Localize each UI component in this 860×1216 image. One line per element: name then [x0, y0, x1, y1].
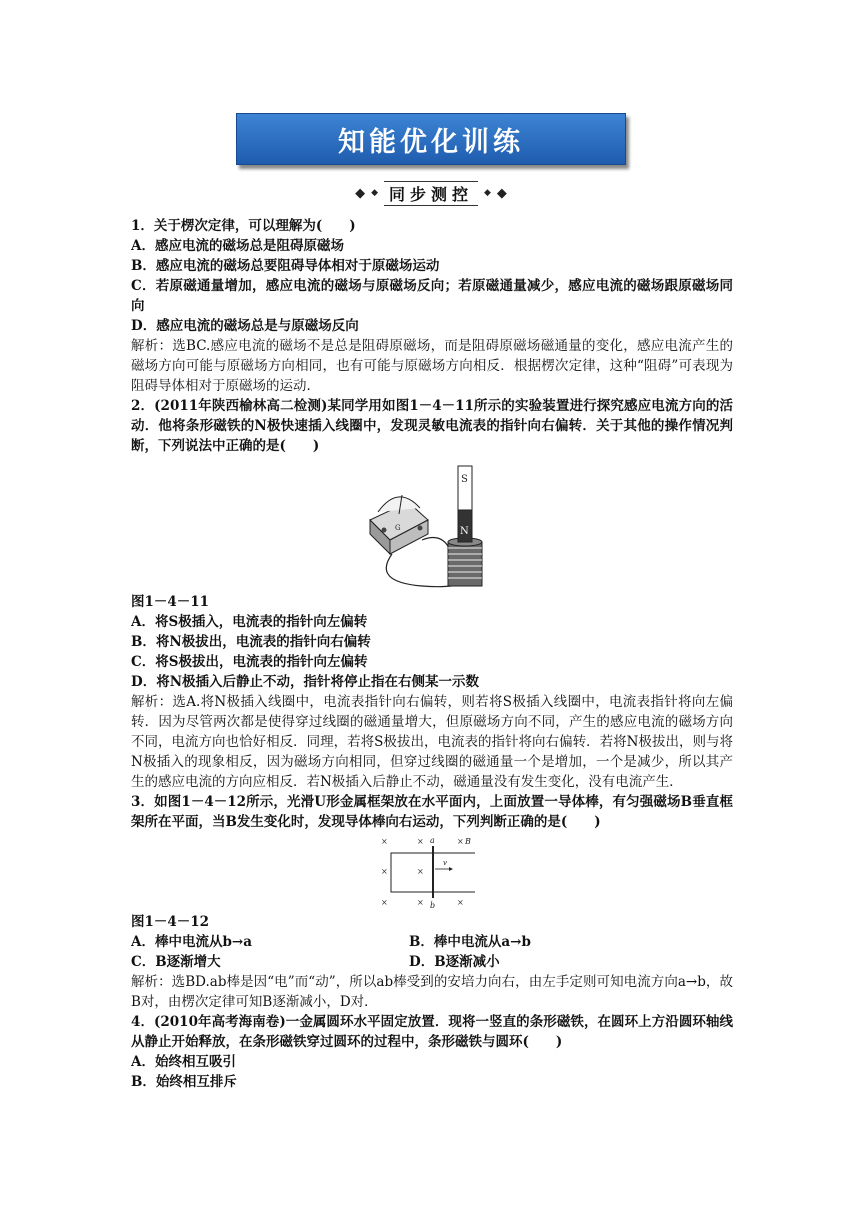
q4-option-b: B．始终相互排斥 — [131, 1074, 237, 1090]
q3-option-a: A．棒中电流从b→a — [131, 934, 252, 950]
q1-option-b: B．感应电流的磁场总要阻碍导体相对于原磁场运动 — [131, 258, 440, 274]
question-4-stem: 4．(2010年高考海南卷)一金属圆环水平固定放置．现将一竖直的条形磁铁，在圆环上方沿圆环轴线从静止开始释放，在条形磁铁穿过圆环的过程中，条形磁铁与圆环( ) — [131, 1014, 733, 1050]
q2-option-d: D．将N极插入后静止不动，指针将停止指在右侧某一示数 — [131, 674, 480, 690]
q3-analysis: 解析：选BD.ab棒是因“电”而“动”，所以ab棒受到的安培力向右，由左手定则可知电流方向a→b，故B对，由楞次定律可知B逐渐减小，D对． — [131, 974, 733, 1010]
cross-mark: × — [417, 837, 424, 846]
q2-option-b: B．将N极拔出，电流表的指针向右偏转 — [131, 634, 371, 650]
question-3-stem: 3．如图1－4－12所示，光滑U形金属框架放在水平面内，上面放置一导体棒，有匀强磁场B垂直框架所在平面，当B发生变化时，发现导体棒向右运动，下列判断正确的是( ) — [131, 794, 733, 830]
q1-analysis: 解析：选BC.感应电流的磁场不是总是阻碍原磁场，而是阻碍原磁场磁通量的变化，感应电流产生的磁场方向可能与原磁场方向相同，也有可能与原磁场方向相反．根据楞次定律，这种“阻碍”可表现为阻碍导体相对于原磁场的运动． — [131, 338, 733, 394]
cross-mark: × — [417, 867, 424, 876]
q3-option-b: B．棒中电流从a→b — [409, 934, 531, 950]
section-title: 同步测控 — [384, 181, 478, 206]
cross-mark: × — [381, 837, 388, 846]
q2-option-c: C．将S极拔出，电流表的指针向左偏转 — [131, 654, 368, 670]
title-banner — [236, 113, 626, 165]
u-frame-diagram — [377, 832, 487, 910]
magnet-n-label: N — [460, 526, 469, 537]
cross-mark: × — [381, 867, 388, 876]
diamond-icon: ◆ — [496, 185, 507, 201]
q3-option-c: C．B逐渐增大 — [131, 954, 221, 970]
figure-1-4-11 — [131, 456, 733, 592]
q1-option-c: C．若原磁通量增加，感应电流的磁场与原磁场反向；若原磁通量减少，感应电流的磁场跟原磁场同向 — [131, 278, 733, 314]
q3-options-row-2 — [131, 952, 733, 972]
rod-label-b: b — [430, 901, 436, 910]
meter-label: G — [395, 524, 401, 532]
q3-options-row-1 — [131, 932, 733, 952]
figure-caption: 图1－4－11 — [131, 594, 210, 610]
question-1-stem: 1．关于楞次定律，可以理解为( ) — [131, 218, 356, 234]
cross-mark: × — [417, 898, 424, 907]
cross-mark: × — [381, 898, 388, 907]
q2-analysis: 解析：选A.将N极插入线圈中，电流表指针向右偏转，则若将S极插入线圈中，电流表指针将向左偏转．因为尽管两次都是使得穿过线圈的磁通量增大，但原磁场方向不同，产生的感应电流的磁场方向不同，电流方向也恰好相反．同理，若将S极拔出，电流表的指针将向右偏转．若将N极拔出，则与将N极插入的现象相反，因为磁场方向相同，但穿过线圈的磁通量一个是增加，一个是减少，所以其产生的感应电流的方向应相反．若N极插入后静止不动，磁通量没有发生变化，没有电流产生． — [131, 694, 733, 790]
figure-caption: 图1－4－12 — [131, 914, 210, 930]
cross-mark: × — [457, 837, 464, 846]
question-2-stem: 2．(2011年陕西榆林高二检测)某同学用如图1－4－11所示的实验装置进行探究感应电流方向的活动．他将条形磁铁的N极快速插入线圈中，发现灵敏电流表的指针向右偏转．关于其他的操作情况判断，下列说法中正确的是( ) — [131, 398, 733, 454]
cross-mark: × — [457, 898, 464, 907]
banner-title: 知能优化训练 — [338, 126, 524, 158]
q4-option-a: A．始终相互吸引 — [131, 1054, 236, 1070]
magnet-s-label: S — [461, 474, 468, 485]
velocity-label: v — [443, 859, 447, 867]
small-diamond-icon: ◆ — [484, 188, 491, 198]
small-diamond-icon: ◆ — [371, 188, 378, 198]
diamond-icon: ◆ — [355, 185, 366, 201]
exercise-content — [131, 216, 733, 1092]
rod-label-a: a — [430, 836, 435, 845]
figure-1-4-12 — [131, 832, 733, 912]
field-label-B: B — [465, 837, 471, 846]
q1-option-d: D．感应电流的磁场总是与原磁场反向 — [131, 318, 359, 334]
q1-option-a: A．感应电流的磁场总是阻碍原磁场 — [131, 238, 344, 254]
galvanometer-coil-illustration — [362, 462, 502, 592]
q3-option-d: D．B逐渐减小 — [409, 954, 500, 970]
section-header — [338, 182, 524, 204]
q2-option-a: A．将S极插入，电流表的指针向左偏转 — [131, 614, 368, 630]
